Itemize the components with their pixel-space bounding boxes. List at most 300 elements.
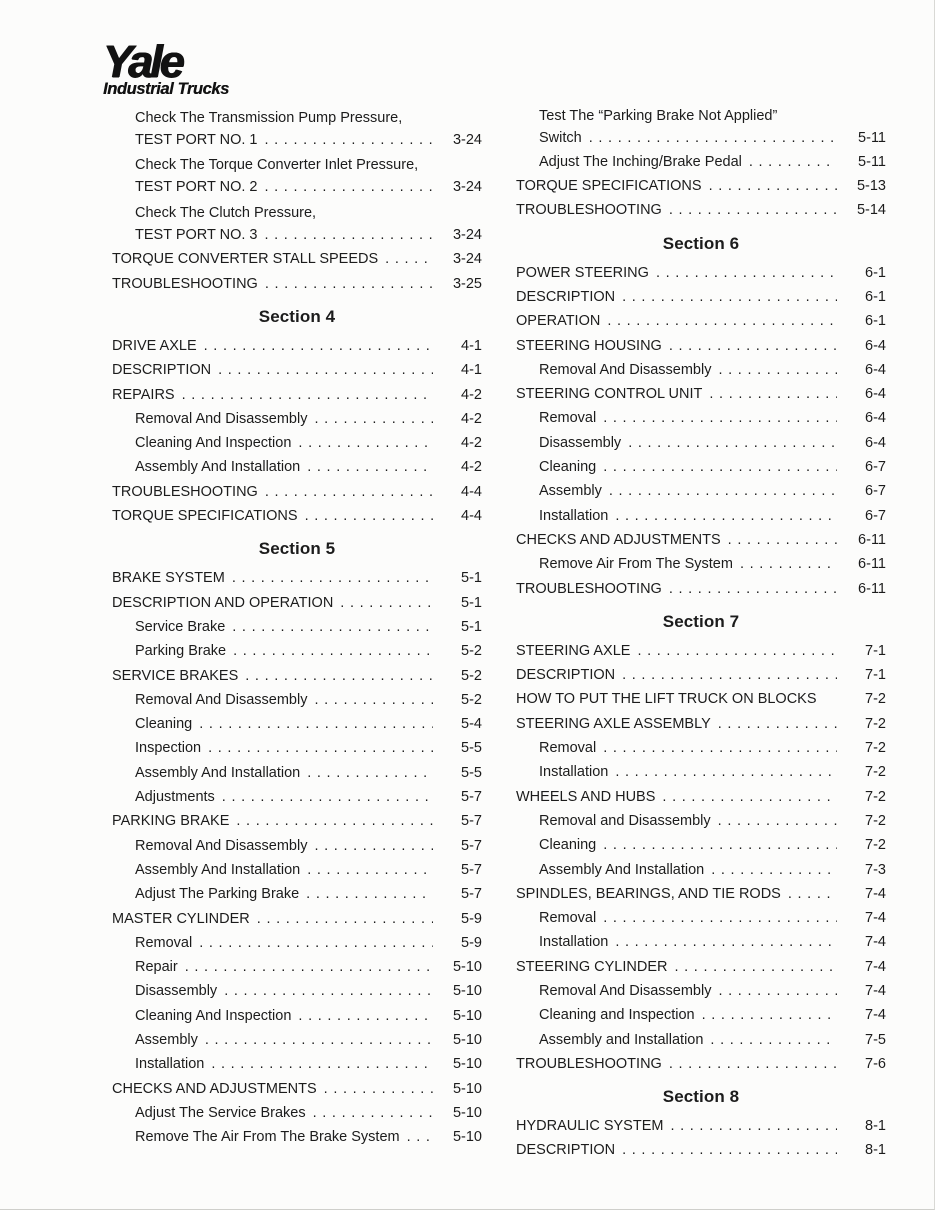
toc-entry-label: Disassembly (135, 983, 218, 1000)
toc-entry-page-number: 7-2 (865, 691, 886, 708)
toc-entry (516, 712, 886, 736)
toc-entry-page-number: 7-4 (865, 885, 886, 902)
toc-entry-row (112, 1125, 482, 1149)
toc-entry-row (516, 687, 886, 711)
toc-entry-page-number: 4-1 (461, 362, 482, 379)
dot-leader (674, 955, 837, 979)
toc-entry-row (516, 833, 886, 857)
toc-entry-label: Assembly And Installation (135, 459, 301, 476)
dot-leader (603, 406, 837, 430)
toc-entry-page-number: 7-4 (865, 934, 886, 951)
toc-entry (516, 882, 886, 906)
toc-entry-label: Removal (135, 934, 193, 951)
toc-entry-label: Remove Air From The System (539, 556, 733, 573)
toc-entry-page-number: 7-2 (865, 837, 886, 854)
toc-entry-label: Cleaning (539, 459, 597, 476)
toc-entry (112, 858, 482, 882)
toc-entry-row (516, 455, 886, 479)
toc-entry-row (516, 1003, 886, 1027)
toc-section-block (516, 232, 886, 601)
toc-entry-label: Assembly and Installation (539, 1031, 704, 1048)
toc-entry-label: Installation (539, 764, 609, 781)
toc-entry-label: TORQUE CONVERTER STALL SPEEDS (112, 251, 379, 268)
toc-entry-label: Removal And Disassembly (135, 837, 308, 854)
toc-entry-row (112, 1101, 482, 1125)
toc-entry (112, 785, 482, 809)
toc-entry (112, 712, 482, 736)
toc-entry (516, 1003, 886, 1027)
toc-entry (516, 1052, 886, 1076)
toc-entry-label: Switch (539, 129, 582, 146)
toc-entry-label: REPAIRS (112, 386, 175, 403)
section-heading: Section 7 (662, 611, 740, 631)
dot-leader (211, 1052, 433, 1076)
dot-leader (232, 615, 433, 639)
toc-entry (516, 1138, 886, 1162)
toc-entry-label: TORQUE SPECIFICATIONS (112, 508, 298, 525)
section-heading: Section 6 (662, 233, 740, 253)
toc-entry (516, 382, 886, 406)
toc-entry (516, 809, 886, 833)
dot-leader (615, 760, 837, 784)
toc-entry (516, 174, 886, 198)
toc-entry-row (112, 736, 482, 760)
toc-entry-label: Service Brake (135, 618, 226, 635)
toc-entry-page-number: 4-4 (461, 508, 482, 525)
dot-leader (749, 150, 837, 174)
toc-entry-row (516, 577, 886, 601)
dot-leader (314, 688, 433, 712)
toc-entry (516, 955, 886, 979)
toc-entry-row (516, 1052, 886, 1076)
toc-entry (516, 309, 886, 333)
toc-entry-label: Cleaning (135, 716, 193, 733)
toc-entry (516, 334, 886, 358)
dot-leader (711, 858, 837, 882)
toc-entry-row (516, 906, 886, 930)
toc-entry (516, 639, 886, 663)
toc-entry-label: Removal And Disassembly (539, 361, 712, 378)
toc-entry-label: WHEELS AND HUBS (516, 788, 656, 805)
toc-entry (516, 906, 886, 930)
toc-entry-page-number: 5-7 (461, 861, 482, 878)
toc-entry (516, 528, 886, 552)
toc-entry-page-number: 6-7 (865, 507, 886, 524)
dot-leader (232, 566, 433, 590)
dot-leader (218, 358, 433, 382)
toc-entry (112, 407, 482, 431)
toc-entry (516, 406, 886, 430)
toc-entry-row (516, 930, 886, 954)
dot-leader (385, 247, 433, 271)
dot-leader (298, 431, 433, 455)
toc-entry (516, 358, 886, 382)
toc-entry-row (112, 785, 482, 809)
toc-entry-label: DESCRIPTION (516, 667, 616, 684)
toc-entry-row (516, 552, 886, 576)
toc-entry (112, 834, 482, 858)
toc-entry-page-number: 7-3 (865, 861, 886, 878)
toc-entry-row (516, 528, 886, 552)
toc-entry-page-number: 5-2 (461, 643, 482, 660)
toc-entry-row (516, 479, 886, 503)
toc-entry-page-number: 4-2 (461, 459, 482, 476)
toc-entry-row (516, 760, 886, 784)
toc-entry-row (112, 480, 482, 504)
toc-entry-row (112, 1052, 482, 1076)
toc-entry-label: MASTER CYLINDER (112, 910, 250, 927)
toc-entry-row (516, 261, 886, 285)
toc-entry (112, 358, 482, 382)
toc-entry-first-line: Check The Torque Converter Inlet Pressure, (135, 157, 419, 174)
toc-entry (516, 833, 886, 857)
dot-leader (603, 833, 837, 857)
dot-leader (307, 455, 433, 479)
toc-entry-label: DESCRIPTION (112, 362, 212, 379)
toc-entry-page-number: 7-2 (865, 764, 886, 781)
toc-entry-label: Removal And Disassembly (539, 983, 712, 999)
dot-leader (710, 1028, 837, 1052)
dot-leader (622, 285, 837, 309)
toc-entry-row (516, 809, 886, 833)
toc-entry-page-number: 6-11 (858, 556, 886, 573)
toc-entry (516, 979, 886, 1003)
toc-entry-row (112, 1028, 482, 1052)
toc-entry-row (112, 431, 482, 455)
toc-entry (112, 455, 482, 479)
toc-entry-label: Remove The Air From The Brake System (135, 1129, 400, 1146)
toc-entry (112, 156, 482, 199)
dot-leader (298, 1004, 433, 1028)
toc-entry-page-number: 5-7 (461, 789, 482, 806)
toc-entry (112, 383, 482, 407)
dot-leader (265, 480, 433, 504)
toc-entry (516, 785, 886, 809)
toc-entry (112, 1004, 482, 1028)
dot-leader (740, 552, 837, 576)
toc-entry-label: STEERING CONTROL UNIT (516, 386, 703, 403)
toc-entry (112, 736, 482, 760)
dot-leader (257, 907, 433, 931)
toc-entry-row (112, 834, 482, 858)
section-heading: Section 8 (662, 1087, 740, 1107)
toc-entry (112, 955, 482, 979)
toc-entry-label: TORQUE SPECIFICATIONS (516, 178, 702, 195)
toc-entry (112, 931, 482, 955)
toc-entry (112, 688, 482, 712)
toc-entry-page-number: 5-7 (461, 837, 482, 854)
toc-entry (516, 930, 886, 954)
toc-entry-row (112, 1004, 482, 1028)
toc-entry-row (516, 504, 886, 528)
toc-entry (112, 272, 482, 296)
toc-entry-page-number: 8-1 (865, 1142, 886, 1159)
toc-entry-page-number: 5-10 (452, 1056, 482, 1073)
toc-entry-label: STEERING AXLE ASSEMBLY (516, 715, 711, 732)
toc-entry-label: TROUBLESHOOTING (516, 202, 662, 219)
dot-leader (788, 882, 837, 906)
toc-entry-label: TEST PORT NO. 2 (135, 179, 258, 196)
toc-entry-row (516, 663, 886, 687)
toc-entry-page-number: 6-4 (865, 410, 886, 427)
toc-entry (112, 204, 482, 247)
dot-leader (314, 407, 433, 431)
toc-entry-label: DESCRIPTION (516, 288, 616, 305)
toc-entry-row (516, 639, 886, 663)
dot-leader (669, 577, 837, 601)
toc-entry-label: STEERING AXLE (516, 642, 631, 659)
dot-leader (236, 809, 433, 833)
toc-entry-page-number: 7-1 (865, 667, 886, 684)
toc-entry (112, 480, 482, 504)
dot-leader (718, 979, 837, 1003)
toc-entry-page-number: 5-9 (461, 910, 482, 927)
toc-entry-row (516, 712, 886, 736)
toc-entry-row (516, 285, 886, 309)
toc-entry-label: Cleaning And Inspection (135, 1007, 292, 1024)
toc-entry-row (516, 785, 886, 809)
logo-tagline-text: Industrial Trucks (103, 80, 229, 98)
toc-entry-first-line: Check The Clutch Pressure, (135, 205, 317, 222)
toc-entry-row (516, 126, 886, 150)
toc-entry-row (112, 809, 482, 833)
toc-entry-page-number: 6-1 (865, 264, 886, 281)
toc-entry (112, 504, 482, 528)
toc-entry-page-number: 6-4 (865, 361, 886, 378)
toc-entry-page-number: 6-4 (865, 337, 886, 354)
toc-entry-page-number: 5-10 (452, 1129, 482, 1146)
toc-entry-page-number: 5-10 (452, 1080, 482, 1097)
toc-entry-page-number: 6-11 (858, 580, 886, 597)
toc-entry-page-number: 5-7 (461, 886, 482, 903)
toc-entry-label: CHECKS AND ADJUSTMENTS (516, 531, 721, 548)
toc-entry (112, 979, 482, 1003)
toc-entry-label: SPINDLES, BEARINGS, AND TIE RODS (516, 885, 781, 902)
toc-entry-row (112, 664, 482, 688)
toc-entry-row (516, 334, 886, 358)
toc-entry-label: Assembly (135, 1032, 198, 1048)
toc-entry-page-number: 3-24 (452, 179, 482, 196)
toc-entry-row (112, 128, 482, 152)
toc-entry-row (112, 383, 482, 407)
dot-leader (603, 455, 837, 479)
dot-leader (205, 1028, 433, 1052)
dot-leader (264, 223, 433, 247)
toc-entry-page-number: 6-4 (865, 434, 886, 451)
toc-column-left (112, 104, 482, 1149)
toc-entry (516, 663, 886, 687)
toc-entry-page-number: 5-1 (461, 570, 482, 587)
section-heading: Section 5 (258, 539, 336, 559)
toc-entry (112, 1052, 482, 1076)
yale-logo (103, 36, 229, 98)
dot-leader (709, 174, 837, 198)
toc-entry-label: Removal And Disassembly (135, 691, 308, 708)
dot-leader (622, 663, 837, 687)
dot-leader (637, 639, 837, 663)
toc-entry-row (516, 174, 886, 198)
toc-entry-label: TEST PORT NO. 3 (135, 227, 258, 244)
toc-entry (112, 639, 482, 663)
dot-leader (182, 383, 433, 407)
dot-leader (609, 479, 837, 503)
toc-entry (516, 760, 886, 784)
toc-entry-row (516, 150, 886, 174)
toc-entry-page-number: 6-1 (865, 288, 886, 305)
toc-entry-row (112, 223, 482, 247)
dot-leader (264, 128, 433, 152)
toc-entry-row (112, 931, 482, 955)
dot-leader (208, 736, 433, 760)
toc-entry-row (112, 247, 482, 271)
toc-entry-page-number: 5-1 (461, 618, 482, 635)
toc-entry (516, 1114, 886, 1138)
toc-entry-page-number: 5-5 (461, 740, 482, 757)
toc-section-block (516, 107, 886, 223)
dot-leader (314, 834, 433, 858)
dot-leader (709, 382, 837, 406)
toc-entry (112, 1028, 482, 1052)
toc-entry-row (112, 712, 482, 736)
dot-leader (233, 639, 433, 663)
toc-entry-row (112, 358, 482, 382)
toc-entry-label: Assembly (539, 483, 602, 500)
dot-leader (718, 358, 837, 382)
dot-leader (622, 1138, 837, 1162)
toc-entry-page-number: 5-11 (858, 153, 886, 170)
toc-entry (112, 907, 482, 931)
toc-entry-row (112, 858, 482, 882)
toc-entry-row (112, 761, 482, 785)
toc-entry (112, 431, 482, 455)
toc-entry-label: Adjust The Parking Brake (135, 886, 300, 903)
toc-entry-page-number: 5-9 (461, 934, 482, 951)
toc-entry-row (516, 1138, 886, 1162)
dot-leader (199, 712, 433, 736)
toc-entry-page-number: 7-4 (865, 983, 886, 999)
toc-entry-page-number: 7-6 (865, 1055, 886, 1072)
toc-entry (516, 455, 886, 479)
dot-leader (728, 528, 837, 552)
toc-entry-label: SERVICE BRAKES (112, 667, 239, 684)
toc-entry-page-number: 3-25 (452, 275, 482, 292)
toc-entry-label: Cleaning (539, 837, 597, 854)
toc-entry-label: TROUBLESHOOTING (112, 275, 258, 292)
toc-entry-first-line: Test The “Parking Brake Not Applied” (539, 107, 778, 124)
toc-entry-page-number: 5-10 (452, 983, 482, 1000)
toc-entry-page-number: 8-1 (865, 1118, 886, 1135)
toc-entry-page-number: 4-2 (461, 435, 482, 452)
toc-entry-row (516, 1028, 886, 1052)
toc-entry (112, 566, 482, 590)
toc-entry (112, 334, 482, 358)
toc-entry-label: Inspection (135, 740, 202, 757)
toc-entry (516, 431, 886, 455)
toc-entry (516, 552, 886, 576)
toc-entry (516, 858, 886, 882)
toc-entry-page-number: 7-2 (865, 740, 886, 757)
toc-entry-label: Removal (539, 910, 597, 927)
toc-entry-row (112, 272, 482, 296)
toc-entry-label: Adjustments (135, 789, 215, 806)
toc-entry (516, 261, 886, 285)
logo-brand-text: Yale (103, 36, 182, 87)
toc-entry (516, 285, 886, 309)
toc-entry-page-number: 6-7 (865, 483, 886, 500)
toc-column-right (516, 102, 886, 1163)
toc-entry-label: PARKING BRAKE (112, 813, 230, 830)
dot-leader (702, 1003, 837, 1027)
toc-entry-row (516, 309, 886, 333)
dot-leader (307, 858, 433, 882)
toc-entry-label: Repair (135, 959, 178, 976)
toc-entry (516, 107, 886, 150)
dot-leader (656, 261, 837, 285)
dot-leader (669, 198, 837, 222)
dot-leader (204, 334, 433, 358)
dot-leader (628, 431, 837, 455)
toc-entry-row (516, 858, 886, 882)
toc-entry-row (112, 334, 482, 358)
toc-entry-label: CHECKS AND ADJUSTMENTS (112, 1080, 317, 1097)
dot-leader (407, 1125, 433, 1149)
toc-entry-label: TROUBLESHOOTING (516, 1055, 662, 1072)
toc-entry-row (516, 198, 886, 222)
toc-entry-page-number: 5-2 (461, 691, 482, 708)
toc-entry-page-number: 5-11 (858, 129, 886, 146)
toc-entry-label: OPERATION (516, 313, 601, 330)
toc-entry-page-number: 7-2 (865, 812, 886, 829)
toc-entry-row (112, 979, 482, 1003)
toc-entry-label: Installation (135, 1056, 205, 1073)
toc-entry-row (112, 639, 482, 663)
dot-leader (199, 931, 433, 955)
toc-entry (112, 1101, 482, 1125)
toc-entry (516, 198, 886, 222)
toc-entry-page-number: 4-1 (461, 337, 482, 354)
toc-entry-page-number: 4-2 (461, 410, 482, 427)
toc-entry-label: Assembly And Installation (539, 861, 705, 878)
toc-entry-label: DESCRIPTION AND OPERATION (112, 594, 334, 611)
toc-entry-label: Removal (539, 740, 597, 757)
toc-entry-page-number: 7-2 (865, 715, 886, 732)
toc-entry-page-number: 5-10 (452, 1104, 482, 1121)
toc-entry-page-number: 5-10 (452, 1007, 482, 1024)
toc-entry-row (112, 455, 482, 479)
toc-entry (516, 504, 886, 528)
dot-leader (313, 1101, 433, 1125)
toc-entry (112, 1125, 482, 1149)
toc-entry-label: HYDRAULIC SYSTEM (516, 1118, 664, 1135)
toc-entry-label: Cleaning And Inspection (135, 435, 292, 452)
toc-section-block (112, 109, 482, 296)
toc-entry (112, 809, 482, 833)
dot-leader (265, 272, 433, 296)
dot-leader (222, 785, 433, 809)
toc-entry-row (516, 1114, 886, 1138)
dot-leader (589, 126, 837, 150)
toc-entry-page-number: 6-7 (865, 459, 886, 476)
toc-entry-page-number: 7-1 (865, 642, 886, 659)
toc-entry-label: Removal And Disassembly (135, 410, 308, 427)
toc-entry-page-number: 7-4 (865, 910, 886, 927)
dot-leader (662, 785, 837, 809)
toc-entry-label: Disassembly (539, 434, 622, 451)
toc-entry (516, 1028, 886, 1052)
toc-entry (516, 577, 886, 601)
toc-entry-page-number: 6-4 (865, 386, 886, 403)
toc-entry-row (112, 1077, 482, 1101)
